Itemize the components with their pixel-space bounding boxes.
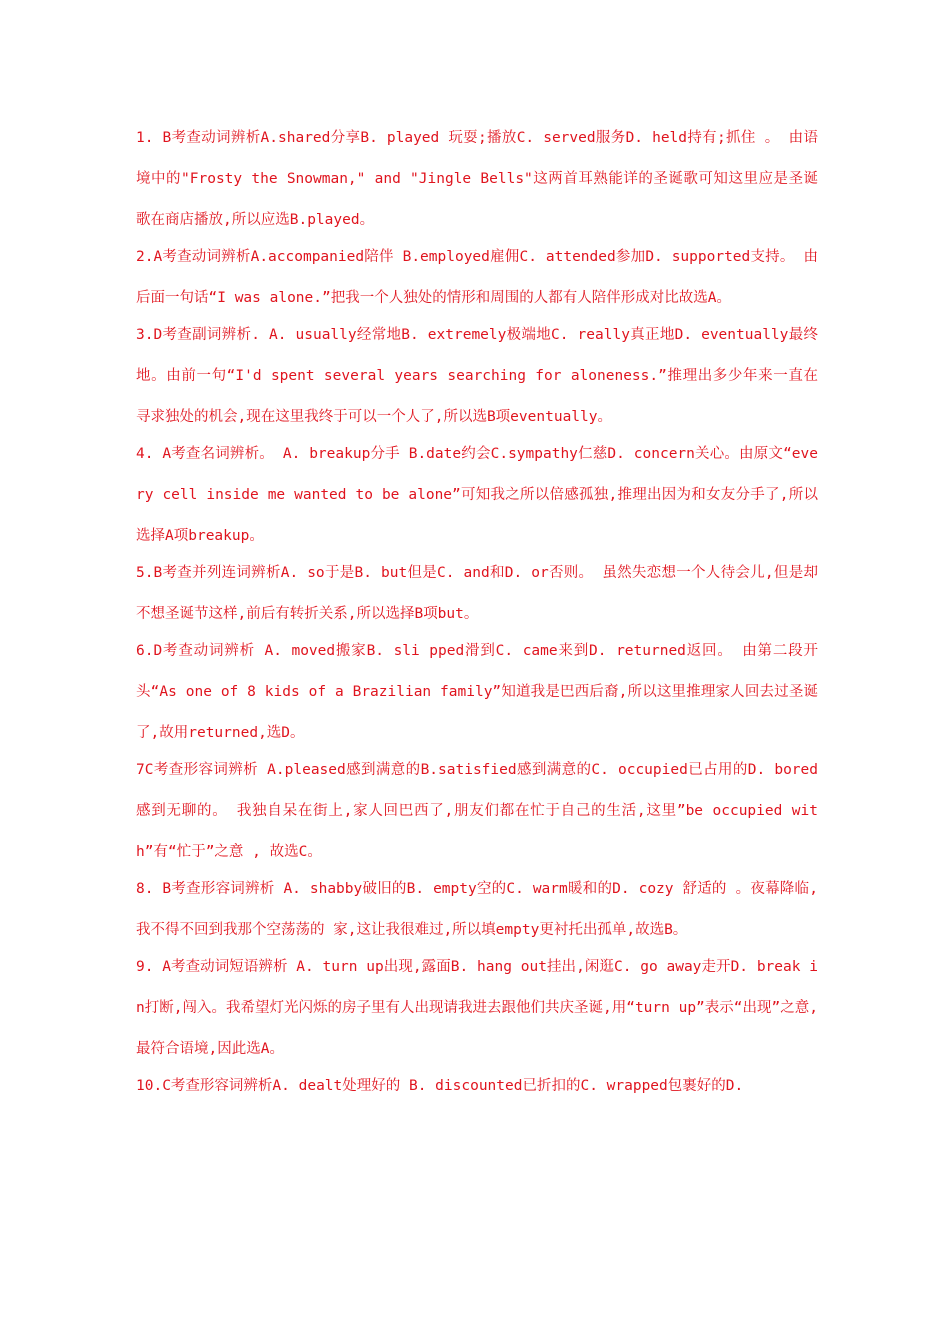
answer-explanations bbox=[136, 118, 818, 1103]
answer-item-10: 10.C考查形容词辨析A. dealt处理好的 B. discounted已折扣的C. wrapped包裹好的D. bbox=[136, 1078, 744, 1094]
answer-item-5: 5.B考查并列连词辨析A. so于是B. but但是C. and和D. or否则。 虽然失恋想一个人待会儿,但是却不想圣诞节这样,前后有转折关系,所以选择B项but。 bbox=[136, 565, 818, 622]
answer-item-1: 1. B考查动词辨析A.shared分享B. played 玩耍;播放C. served服务D. held持有;抓住 。 由语境中的"Frosty the Snowman," and "Jingle Bells"这两首耳熟能详的圣诞歌可知这里应是圣诞歌在商店播放,所以应选B.played。 bbox=[136, 130, 818, 228]
answer-item-8: 8. B考查形容词辨析 A. shabby破旧的B. empty空的C. warm暖和的D. cozy 舒适的 。夜幕降临,我不得不回到我那个空荡荡的 家,这让我很难过,所以填empty更衬托出孤单,故选B。 bbox=[136, 881, 818, 938]
answer-item-7: 7C考查形容词辨析 A.pleased感到满意的B.satisfied感到满意的C. occupied已占用的D. bored感到无聊的。 我独自呆在街上,家人回巴西了,朋友们都在忙于自己的生活,这里”be occupied with”有“忙于”之意 , 故选C。 bbox=[136, 762, 818, 860]
answer-item-6: 6.D考查动词辨析 A. moved搬家B. sli pped滑到C. came来到D. returned返回。 由第二段开头“As one of 8 kids of a Brazilian family”知道我是巴西后裔,所以这里推理家人回去过圣诞了,故用returned,选D。 bbox=[136, 643, 818, 741]
answer-item-4: 4. A考查名词辨析。 A. breakup分手 B.date约会C.sympathy仁慈D. concern关心。由原文“every cell inside me wanted to be alone”可知我之所以倍感孤独,推理出因为和女友分手了,所以选择A项breakup。 bbox=[136, 446, 818, 544]
answer-item-9: 9. A考查动词短语辨析 A. turn up出现,露面B. hang out挂出,闲逛C. go away走开D. break in打断,闯入。我希望灯光闪烁的房子里有人出现请我进去跟他们共庆圣诞,用“turn up”表示“出现”之意,最符合语境,因此选A。 bbox=[136, 959, 818, 1057]
answer-item-2: 2.A考查动词辨析A.accompanied陪伴 B.employed雇佣C. attended参加D. supported支持。 由后面一句话“I was alone.”把我一个人独处的情形和周围的人都有人陪伴形成对比故选A。 bbox=[136, 249, 818, 306]
answer-item-3: 3.D考查副词辨析. A. usually经常地B. extremely极端地C. really真正地D. eventually最终地。由前一句“I'd spent several years searching for aloneness.”推理出多少年来一直在寻求独处的机会,现在这里我终于可以一个人了,所以选B项eventually。 bbox=[136, 327, 818, 425]
